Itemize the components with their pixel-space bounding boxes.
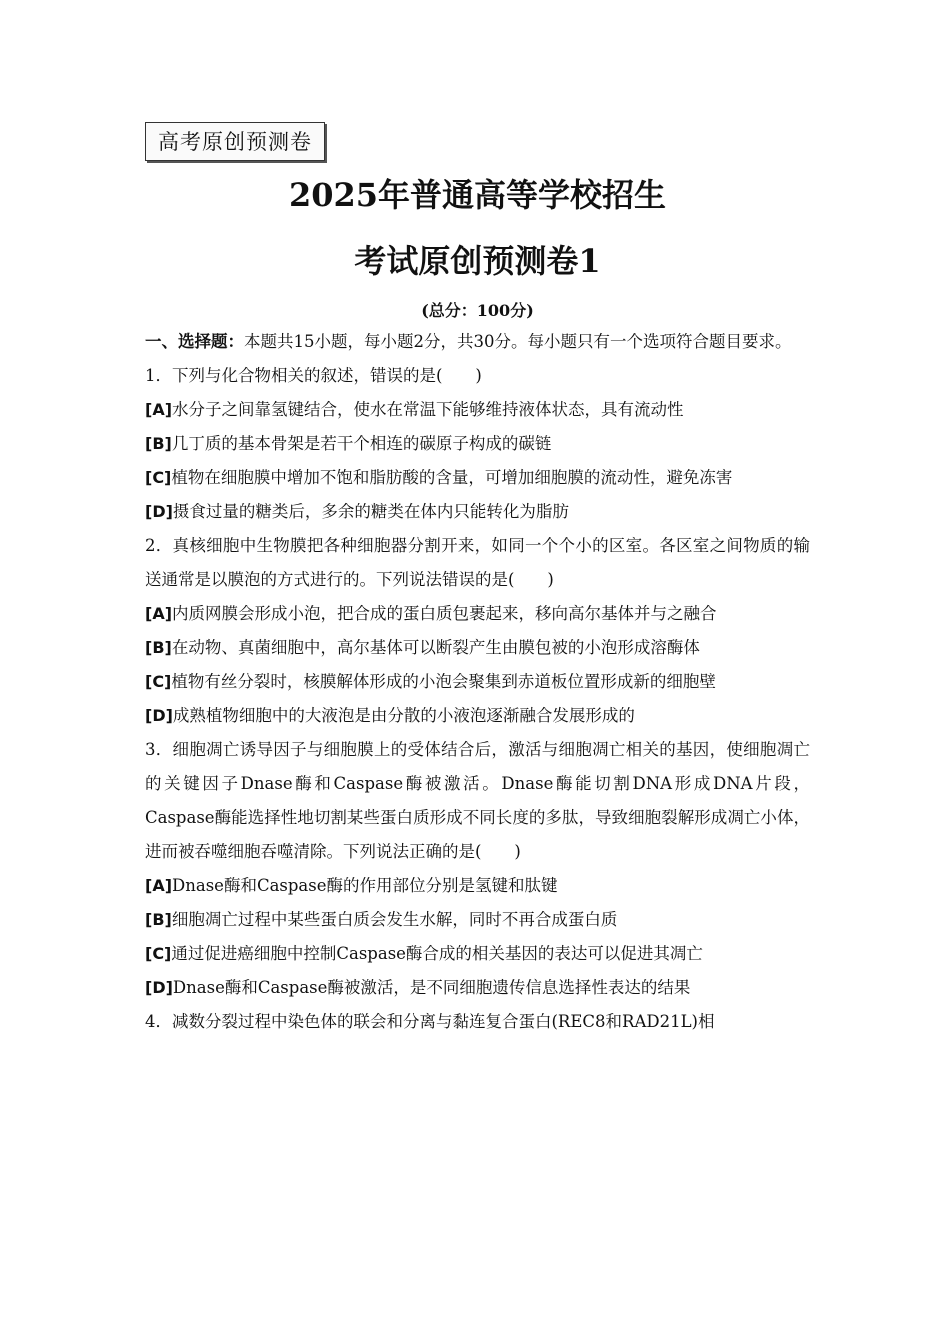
option-text: 几丁质的基本骨架是若干个相连的碳原子构成的碳链 — [171, 434, 552, 453]
option-letter: [C] — [145, 672, 172, 691]
option-letter: [B] — [145, 910, 172, 929]
section-heading: 一、选择题： — [145, 332, 244, 351]
section-instructions — [145, 325, 810, 359]
question-3-option-d — [145, 971, 810, 1005]
option-text: Dnase酶和Caspase酶的作用部位分别是氢键和肽键 — [172, 876, 558, 895]
question-2-option-d — [145, 699, 810, 733]
question-3-option-b — [145, 903, 810, 937]
exam-badge: 高考原创预测卷 — [145, 122, 325, 161]
option-text: 摄食过量的糖类后，多余的糖类在体内只能转化为脂肪 — [172, 502, 569, 521]
option-text: 通过促进癌细胞中控制Caspase酶合成的相关基因的表达可以促进其凋亡 — [171, 944, 703, 963]
option-letter: [A] — [145, 400, 173, 419]
option-text: 成熟植物细胞中的大液泡是由分散的小液泡逐渐融合发展形成的 — [172, 706, 635, 725]
section-text: 本题共15小题，每小题2分，共30分。每小题只有一个选项符合题目要求。 — [244, 332, 792, 351]
option-text: 在动物、真菌细胞中，高尔基体可以断裂产生由膜包被的小泡形成溶酶体 — [171, 638, 700, 657]
option-letter: [B] — [145, 434, 172, 453]
option-letter: [D] — [145, 502, 173, 521]
question-3-stem: 3．细胞凋亡诱导因子与细胞膜上的受体结合后，激活与细胞凋亡相关的基因，使细胞凋亡的关键因子Dnase酶和Caspase酶被激活。Dnase酶能切割DNA形成DNA片段，Caspase酶能选择性地切割某些蛋白质形成不同长度的多肽，导致细胞裂解形成凋亡小体，进而被吞噬细胞吞噬清除。下列说法正确的是( ) — [145, 740, 810, 861]
option-text: 内质网膜会形成小泡，把合成的蛋白质包裹起来，移向高尔基体并与之融合 — [172, 604, 717, 623]
question-1-option-c — [145, 461, 810, 495]
option-letter: [A] — [145, 876, 173, 895]
exam-title-line2: 考试原创预测卷1 — [354, 242, 601, 280]
option-text: Dnase酶和Caspase酶被激活，是不同细胞遗传信息选择性表达的结果 — [172, 978, 691, 997]
option-letter: [C] — [145, 944, 172, 963]
exam-title-line1: 2025年普通高等学校招生 — [288, 176, 667, 214]
option-letter: [D] — [145, 978, 173, 997]
option-text: 植物在细胞膜中增加不饱和脂肪酸的含量，可增加细胞膜的流动性，避免冻害 — [171, 468, 733, 487]
question-3-option-c — [145, 937, 810, 971]
exam-page — [145, 122, 810, 1039]
question-1-option-a — [145, 393, 810, 427]
question-1-stem: 1．下列与化合物相关的叙述，错误的是( ) — [145, 366, 482, 385]
option-letter: [D] — [145, 706, 173, 725]
question-2-option-b — [145, 631, 810, 665]
question-2-option-a — [145, 597, 810, 631]
option-letter: [B] — [145, 638, 172, 657]
total-score: (总分：100分) — [421, 301, 534, 320]
question-2-stem: 2．真核细胞中生物膜把各种细胞器分割开来，如同一个个小的区室。各区室之间物质的输送通常是以膜泡的方式进行的。下列说法错误的是( ) — [145, 536, 810, 589]
question-2-option-c — [145, 665, 810, 699]
option-letter: [C] — [145, 468, 172, 487]
question-3-option-a — [145, 869, 810, 903]
question-1-option-d — [145, 495, 810, 529]
question-1-option-b — [145, 427, 810, 461]
option-text: 植物有丝分裂时，核膜解体形成的小泡会聚集到赤道板位置形成新的细胞壁 — [171, 672, 716, 691]
option-text: 细胞凋亡过程中某些蛋白质会发生水解，同时不再合成蛋白质 — [171, 910, 618, 929]
option-letter: [A] — [145, 604, 173, 623]
question-4-stem: 4．减数分裂过程中染色体的联会和分离与黏连复合蛋白(REC8和RAD21L)相 — [145, 1012, 715, 1031]
option-text: 水分子之间靠氢键结合，使水在常温下能够维持液体状态，具有流动性 — [172, 400, 684, 419]
